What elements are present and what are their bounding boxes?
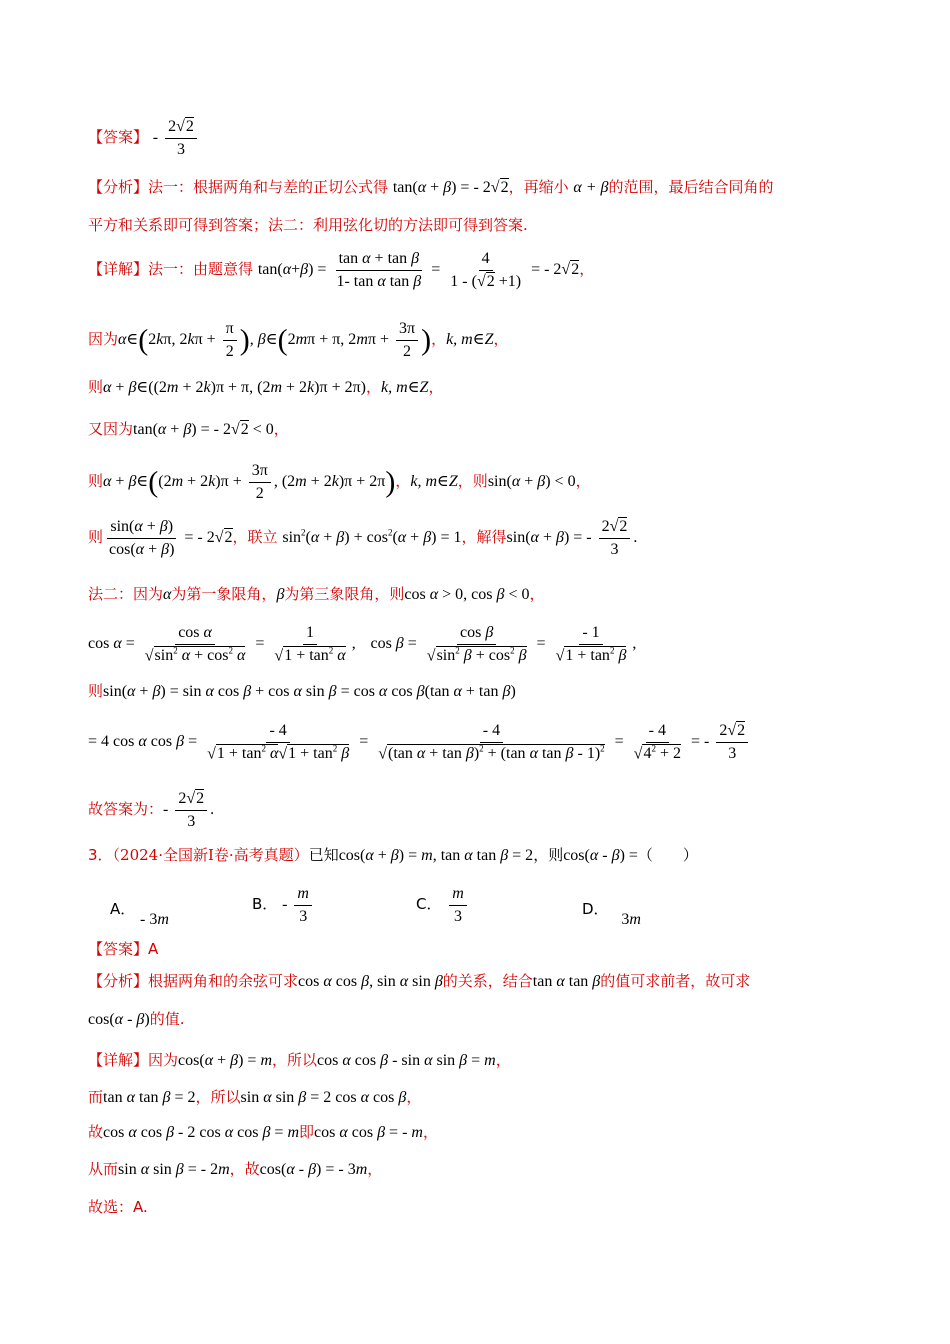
- answer-1-line: [88, 118, 200, 158]
- detail-3-tag: 【详解】: [88, 1051, 149, 1069]
- analysis-1-text-a: 法一：根据两角和与差的正切公式得: [148, 178, 389, 196]
- option-c-label: C．: [416, 894, 442, 913]
- formula-alpha-beta: α + β: [573, 179, 609, 196]
- detail-3-l5-b: A.: [133, 1198, 148, 1216]
- detail-1-line-6: [88, 518, 637, 558]
- option-b[interactable]: [252, 885, 315, 925]
- detail-1-line-8: [88, 624, 636, 665]
- detail-3-l1-a: 因为: [148, 1051, 179, 1069]
- option-b-label: B．: [252, 894, 278, 913]
- detail-3-l5-a: 故选：: [88, 1198, 134, 1216]
- analysis-1-text-c: 的范围，最后结合同角的: [608, 178, 774, 196]
- formula-final-chain: = 4 cos α cos β = $\frac{- 4}{√1 + \tan^2 \alpha√1 + \tan^2 \beta}$ = $\frac{- 4}{√(\tan \alpha + \tan \beta)^2 + (\tan \alpha \tan \beta - 1)^2}$ = $\frac{- 4}{√4^2 + 2}$ = - $\frac{2√2}{3}$: [88, 733, 751, 750]
- analysis-3-line-1: 【分析】根据两角和的余弦可求cos α cos β, sin α sin β的关系，结合tan α tan β的值可求前者，故可求: [88, 972, 751, 990]
- answer-1-value: - $\frac{2√2}{3}$: [153, 129, 200, 146]
- formula-sin-over-cos: $\frac{\sin(\alpha + \beta)}{\cos(\alpha + \beta)}$ = - 2√2: [109, 518, 233, 558]
- analysis-3-text-c: 的值可求前者，故可求: [600, 972, 751, 990]
- kmz-1: k, m∈Z: [446, 330, 494, 348]
- analysis-3-text-a: 根据两角和的余弦可求: [148, 972, 299, 990]
- formula-cos-beta: cos β = $\frac{\text{cos β}}{√\sin^2 \beta + \cos^2 \beta}$ = $\frac{- 1}{√1 + \tan^2 \beta}$ ,: [370, 624, 637, 664]
- detail-1-line-9: [88, 684, 516, 700]
- method2-text-a: 法二：因为: [88, 585, 164, 603]
- formula-pythag: $\sin^2(\alpha + \beta) + \cos^2(\alpha + \beta) = 1$: [282, 527, 462, 546]
- formula-sum-range-2: α + β∈((2m + 2k)π + $\frac{3\pi}{2}$ , (2m + 2k)π + 2π): [103, 462, 396, 502]
- detail-3-line-4: 从而sin α sin β = - 2m，故cos(α - β) = - 3m，: [88, 1160, 383, 1178]
- question-blank: （ ）: [637, 846, 698, 864]
- then-text-4: 则: [88, 527, 104, 546]
- formula-q3-ask: cos(α - β) =: [563, 847, 638, 864]
- because-text: 因为: [88, 329, 119, 348]
- analysis-1-text-b: ，再缩小: [508, 178, 569, 196]
- detail-3-l2-a: 而: [88, 1088, 104, 1106]
- option-d-label: D．: [582, 900, 609, 918]
- formula-sin-negative: sin(α + β) < 0: [487, 472, 576, 490]
- analysis-3-text-b: 的关系，结合: [442, 972, 533, 990]
- option-a[interactable]: [110, 898, 169, 928]
- also-because-text: 又因为: [88, 420, 134, 438]
- detail-3-l4-a: 从而: [88, 1160, 119, 1178]
- detail-1-line-3: 则α + β∈((2m + 2k)π + π, (2m + 2k)π + 2π)，k, m∈Z，: [88, 378, 444, 396]
- analysis-3-line-2: cos(α - β)的值.: [88, 1010, 185, 1028]
- detail-1-line-10: [88, 722, 751, 763]
- kmz-2: k, m∈Z: [381, 379, 429, 396]
- detail-1-line-5: 则α + β∈((2m + 2k)π + $\frac{3\pi}{2}$ , (2m + 2k)π + 2π)，k, m∈Z，则sin(α + β) < 0，: [88, 462, 591, 502]
- option-c-value: $\frac{m}{3}$: [446, 896, 470, 913]
- formula-alpha-beta-ranges: α∈(2kπ, 2kπ + $\frac{\pi}{2}$ ), β∈(2mπ + π, 2mπ + $\frac{3\pi}{2}$ ): [118, 320, 432, 360]
- detail-3-line-2: 而tan α tan β = 2，所以sin α sin β = 2 cos α cos β，: [88, 1088, 422, 1106]
- answer-3-value: A: [148, 940, 159, 958]
- detail-1-line-7: 法二：因为α为第一象限角，β为第三象限角，则cos α > 0, cos β < 0，: [88, 585, 545, 603]
- answer-3-tag: 【答案】: [88, 940, 149, 958]
- analysis-1-line-1: [88, 180, 774, 196]
- analysis-tag: 【分析】: [88, 178, 149, 196]
- detail-3-line-3: 故cos α cos β - 2 cos α cos β = m即cos α cos β = - m，: [88, 1123, 438, 1141]
- detail-3-line-5: [88, 1200, 148, 1215]
- analysis-3-text-d: 的值.: [149, 1010, 185, 1028]
- detail-3-l1-b: ，所以: [272, 1051, 318, 1069]
- question-3-stem: [88, 848, 698, 864]
- solve-text: ，解得: [461, 527, 507, 546]
- formula-cos-signs: cos α > 0, cos β < 0: [404, 586, 530, 603]
- formula-sin-expand: sin(α + β) = sin α cos β + cos α sin β = cos α cos β(tan α + tan β): [103, 683, 516, 700]
- then-text-5: 则: [88, 682, 104, 700]
- detail-3-l2-b: ，所以: [195, 1088, 241, 1106]
- analysis-3-tag: 【分析】: [88, 972, 149, 990]
- final-answer-text: 故答案为：: [88, 799, 164, 818]
- option-a-value: - 3m: [140, 911, 169, 928]
- option-d-value: 3m: [621, 911, 641, 928]
- detail-1-line-2: 因为α∈(2kπ, 2kπ + $\frac{\pi}{2}$ ), β∈(2mπ + π, 2mπ + $\frac{3\pi}{2}$ )，k, m∈Z，: [88, 320, 509, 360]
- combine-text: ，联立: [232, 527, 278, 546]
- method2-text-c: 为第三象限角，则: [284, 585, 405, 603]
- question-source: （2024·全国新Ⅰ卷·高考真题）: [112, 846, 309, 864]
- option-c[interactable]: [416, 885, 470, 925]
- detail-1-line-1: 【详解】法一：由题意得 tan(α+β) = $\frac{\text{tan α + tan β}}{\text{1- tan α tan β}}$ = $\frac{4}{1 - (√2 +1)}$ = - 2√2，: [88, 250, 595, 290]
- formula-final-answer: - $\frac{2√2}{3}$ .: [163, 790, 215, 830]
- option-a-label: A．: [110, 900, 136, 918]
- detail-1-line-4: 又因为tan(α + β) = - 2√2 < 0，: [88, 420, 289, 438]
- then-text-3: 则: [472, 471, 488, 490]
- then-text-1: 则: [88, 378, 104, 396]
- formula-sin-result: sin(α + β) = - $\frac{2√2}{3}$ .: [506, 518, 638, 558]
- detail-3-l3-a: 故: [88, 1123, 104, 1141]
- answer-tag: 【答案】: [88, 127, 149, 146]
- detail-3-line-1: 【详解】因为cos(α + β) = m，所以cos α cos β - sin α sin β = m，: [88, 1051, 511, 1069]
- then-text-2: 则: [88, 471, 104, 490]
- question-stem-a: 已知: [308, 846, 339, 864]
- option-b-value: - $\frac{m}{3}$: [282, 896, 315, 913]
- formula-tan-expand: tan(α+β) = $\frac{\text{tan α + tan β}}{\text{1- tan α tan β}}$ = $\frac{4}{1 - (√2 +1)}$ = - 2√2: [257, 250, 580, 290]
- option-d[interactable]: [582, 898, 641, 928]
- formula-tan-sum: tan(α + β) = - 2√2: [392, 179, 509, 196]
- detail-3-l3-b: 即: [299, 1123, 315, 1141]
- question-number: 3．: [88, 846, 113, 864]
- formula-cos-alpha: cos α = $\frac{\text{cos α}}{√\sin^2 \alpha + \cos^2 \alpha}$ = $\frac{1}{√1 + \tan^2 \alpha}$ ,: [88, 624, 356, 664]
- detail-1-line-11: [88, 790, 214, 830]
- analysis-1-line-2: 平方和关系即可得到答案；法二：利用弦化切的方法即可得到答案.: [88, 216, 528, 234]
- detail-tag: 【详解】: [88, 259, 149, 278]
- answer-3-line: [88, 942, 158, 957]
- formula-sum-range-1: α + β∈((2m + 2k)π + π, (2m + 2k)π + 2π): [103, 379, 367, 396]
- formula-q3-given: cos(α + β) = m, tan α tan β = 2: [338, 847, 534, 864]
- formula-tan-negative: tan(α + β) = - 2√2 < 0: [133, 421, 274, 438]
- detail-3-l4-b: ，故: [229, 1160, 260, 1178]
- detail-1-intro: 法一：由题意得: [148, 259, 254, 278]
- kmz-3: k, m∈Z: [410, 472, 458, 490]
- question-stem-b: ，则: [533, 846, 564, 864]
- method2-text-b: 为第一象限角，: [171, 585, 277, 603]
